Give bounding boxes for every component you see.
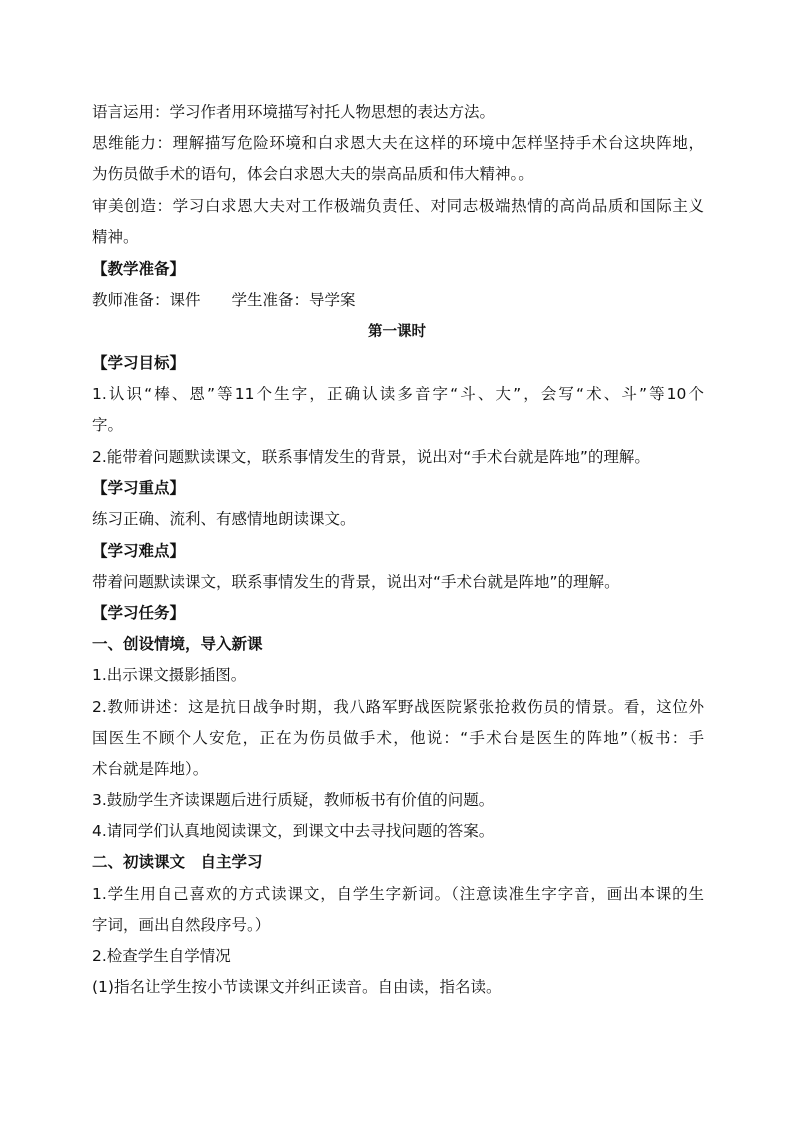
task-1-2: 2.教师讲述：这是抗日战争时期，我八路军野战医院紧张抢救伤员的情景。看，这位外 [92, 698, 704, 716]
heading-key-points: 【学习重点】 [92, 479, 186, 497]
section-1-title: 一、创设情境，导入新课 [92, 635, 263, 653]
goal-2: 2.能带着问题默读课文，联系事情发生的背景，说出对“手术台就是阵地”的理解。 [92, 448, 650, 466]
task-1-2-cont2: 术台就是阵地）。 [92, 760, 209, 778]
key-points-text: 练习正确、流利、有感情地朗读课文。 [92, 510, 356, 528]
goal-1-cont: 字。 [92, 416, 124, 434]
task-1-4: 4.请同学们认真地阅读课文，到课文中去寻找问题的答案。 [92, 822, 495, 840]
heading-difficulties: 【学习难点】 [92, 542, 186, 560]
teaching-prep-text: 教师准备：课件 学生准备：导学案 [92, 291, 356, 309]
difficulties-text: 带着问题默读课文，联系事情发生的背景，说出对“手术台就是阵地”的理解。 [92, 573, 620, 591]
section-2-title: 二、初读课文 自主学习 [92, 853, 263, 871]
heading-learning-goals: 【学习目标】 [92, 354, 186, 372]
task-2-2: 2.检查学生自学情况 [92, 947, 231, 965]
task-1-1: 1.出示课文摄影插图。 [92, 666, 247, 684]
heading-teaching-prep: 【教学准备】 [92, 260, 186, 278]
task-2-2-1: (1)指名让学生按小节读课文并纠正读音。自由读，指名读。 [92, 978, 502, 996]
task-2-1: 1.学生用自己喜欢的方式读课文，自学生字新词。（注意读准生字字音，画出本课的生 [92, 885, 704, 903]
task-1-3: 3.鼓励学生齐读课题后进行质疑，教师板书有价值的问题。 [92, 791, 495, 809]
lesson-title: 第一课时 [368, 324, 426, 340]
goal-1: 1.认识“棒、恩”等11个生字，正确认读多音字“斗、大”，会写“术、斗”等10个 [92, 385, 704, 403]
objective-thinking: 思维能力：理解描写危险环境和白求恩大夫在这样的环境中怎样坚持手术台这块阵地， [92, 134, 704, 152]
heading-learning-tasks: 【学习任务】 [92, 604, 186, 622]
objective-aesthetic-cont: 精神。 [92, 228, 139, 246]
objective-thinking-cont: 为伤员做手术的语句，体会白求恩大夫的崇高品质和伟大精神。。 [92, 165, 534, 183]
objective-aesthetic: 审美创造：学习白求恩大夫对工作极端负责任、对同志极端热情的高尚品质和国际主义 [92, 197, 704, 215]
objective-language: 语言运用：学习作者用环境描写衬托人物思想的表达方法。 [92, 103, 496, 121]
task-2-1-cont: 字词，画出自然段序号。） [92, 916, 271, 934]
task-1-2-cont: 国医生不顾个人安危，正在为伤员做手术，他说：“手术台是医生的阵地”（板书：手 [92, 729, 704, 747]
